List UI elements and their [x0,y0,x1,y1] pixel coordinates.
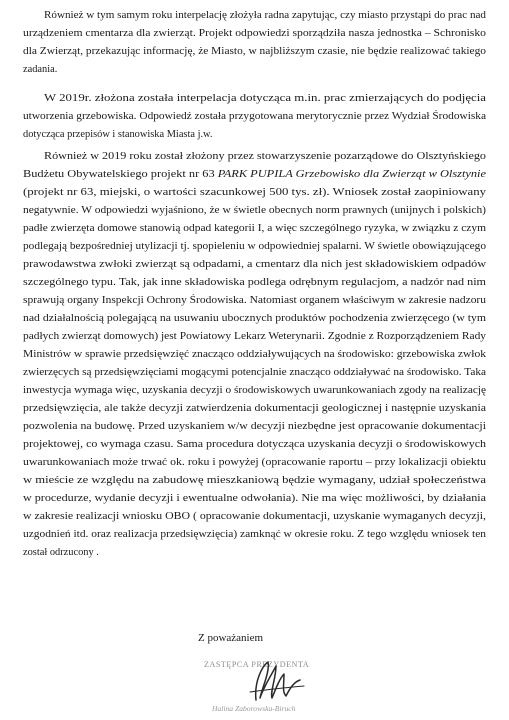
text-line [23,168,486,181]
text-line: nad działalnością polegającą na usuwaniu ubocznych produktów pochodzenia zwierzęcego (w tym [23,313,486,324]
text-line: uzgodnień itd. oraz realizacja przedsięwzięcia) zamknąć w okresie roku. Z tego względu wniosek ten [23,529,486,540]
text-line: Ministrów w sprawie przedsięwzięć znacząco oddziaływujących na środowisko: grzebowiska zwłok [23,349,486,360]
text-segment: Budżetu Obywatelskiego projekt nr 63 [23,169,218,180]
stamp-title: ZASTĘPCA PREZYDENTA [204,660,310,669]
text-line: w procedurze, wydanie decyzji i ewentualne odwołania). Nie ma więc możliwości, by działania [23,493,487,504]
text-line: dla Zwierząt, przekazując informację, że Miasto, w najbliższym czasie, nie będzie realizować takiego [23,46,486,57]
text-line: zadania. [23,64,58,75]
text-line: podlegają bezpośredniej utylizacji tj. spopieleniu w odpowiedniej spalarni. W świetle obowiązującego [23,241,486,252]
text-line: przedsięwzięcia, ale także decyzji zatwierdzenia dokumentacji geologicznej i następnie uzyskania [23,403,486,414]
closing-salutation: Z poważaniem [198,632,264,644]
text-line: inwestycja wymaga więc, uzyskania decyzji o środowiskowych uwarunkowaniach zgody na realizację [23,385,486,396]
text-line: padłych zwierząt domowych) jest Powiatowy Lekarz Weterynarii. Zgodnie z Rozporządzeniem Rady [23,331,486,342]
text-line: negatywnie. W odpowiedzi wyjaśniono, że w świetle obecnych norm prawnych (unijnych i polskich) [23,205,486,216]
text-line: (projekt nr 63, miejski, o wartości szacunkowej 500 tys. zł). Wniosek został zaopiniowany [23,187,486,198]
text-line: urządzeniem cmentarza dla zwierząt. Projekt odpowiedzi sporządziła nasza jednostka – Schronisko [23,28,486,39]
project-name: PARK PUPILA Grzebowisko dla Zwierząt w Olsztynie [217,169,486,180]
text-line: prawodawstwa zwłoki zwierząt są odpadami, a cmentarz dla nich jest składowiskiem odpadów [23,259,486,270]
text-line: Również w 2019 roku został złożony przez stowarzyszenie pozarządowe do Olsztyńskiego [44,151,486,162]
text-line: został odrzucony . [23,547,99,558]
stamp-name: Halina Zaborowska-Biruch [212,704,296,713]
text-line: w zakresie realizacji wniosku OBO ( opracowanie dokumentacji, uzyskanie wymaganych decyzji, [23,511,486,522]
text-line: Również w tym samym roku interpelację złożyła radna zapytując, czy miasto przystąpi do prac nad [44,10,487,21]
signature-stamp [204,652,338,720]
text-line: projektowej, co wymaga czasu. Sama procedura dotycząca uzyskania decyzji o środowiskowych [23,439,486,450]
text-line: w mieście ze względu na zabudowę mieszkaniową będzie wymagany, udział społeczeństwa [23,475,486,486]
text-line: padłe zwierzęta domowe stanowią odpad kategorii I, a więc szczególnego ryzyka, w związku z czym [23,223,486,234]
text-line: W 2019r. złożona została interpelacja dotycząca m.in. prac zmierzających do podjęcia [44,93,486,104]
text-line: pozwolenia na budowę. Przed uzyskaniem w/w decyzji niezbędne jest opracowanie dokumentacji [23,421,487,432]
text-line: utworzenia grzebowiska. Odpowiedź została przygotowana merytorycznie przez Wydział Środowiska [23,111,487,122]
text-line: uwarunkowaniach może trwać ok. roku i powyżej (opracowanie raportu – przy lokalizacji obiektu [23,457,486,468]
text-line: szczególnego typu. Tak, jak inne składowiska podlega odrębnym regulacjom, a nadzór nad nim [23,277,486,288]
text-line: zwierzęcych są przedsięwzięciami mogącymi potencjalnie znacząco oddziaływać na środowisko. Taka [23,367,486,378]
text-line: dotycząca przepisów i stanowiska Miasta j.w. [23,129,213,140]
text-line: sprawują organy Inspekcji Ochrony Środowiska. Natomiast organem właściwym w zakresie nadzoru [23,295,486,306]
